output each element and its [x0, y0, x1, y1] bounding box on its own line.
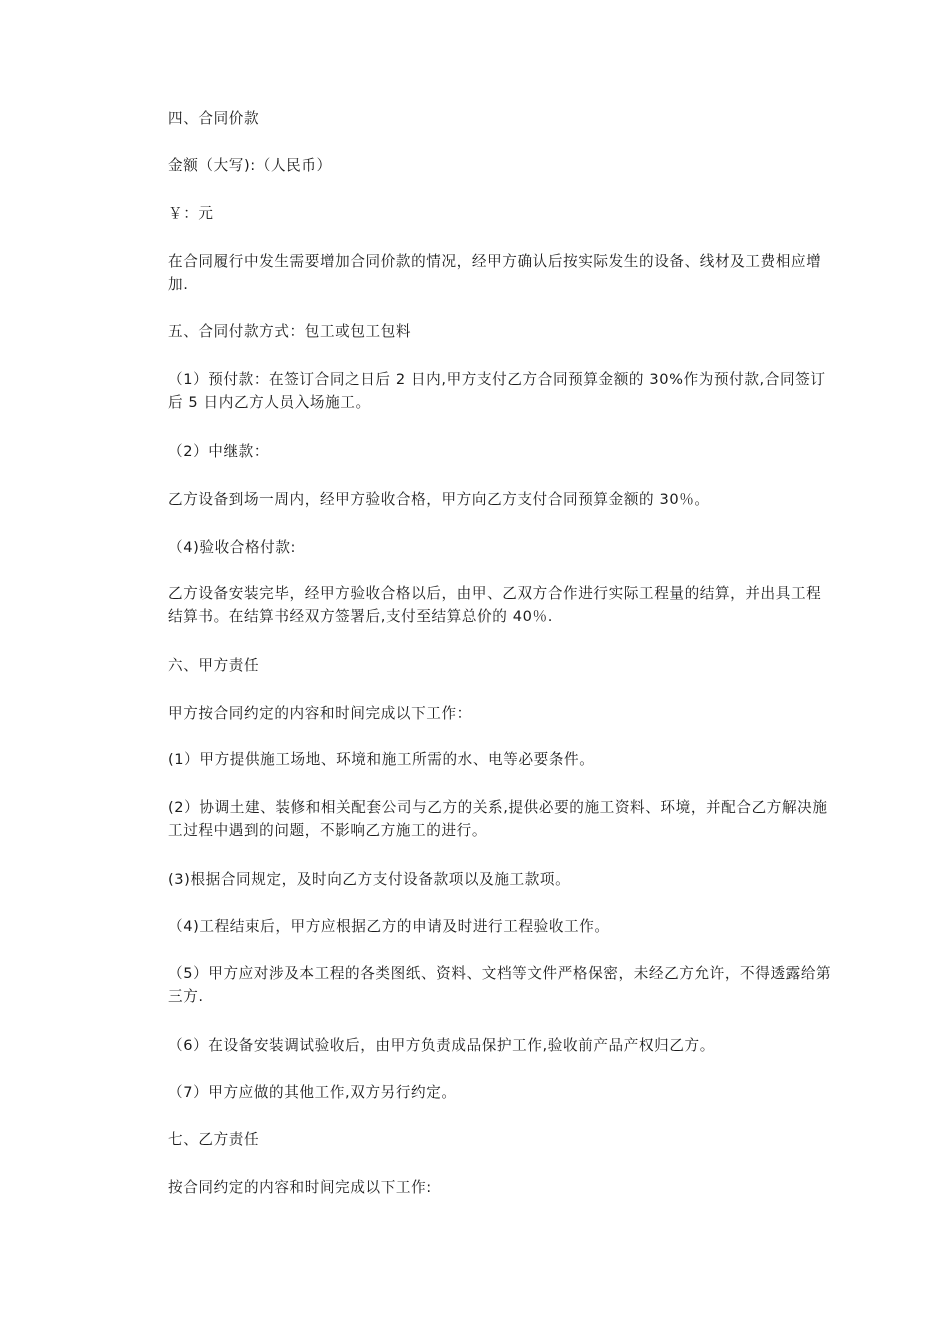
price-adjustment-paragraph: 在合同履行中发生需要增加合同价款的情况，经甲方确认后按实际发生的设备、线材及工费相应增加. [168, 253, 822, 293]
interim-payment-paragraph: 乙方设备到场一周内，经甲方验收合格，甲方向乙方支付合同预算金额的 30％。 [168, 491, 710, 508]
party-a-item-6: （6）在设备安装调试验收后，由甲方负责成品保护工作,验收前产品产权归乙方。 [168, 1037, 715, 1054]
party-a-item-3: (3)根据合同规定，及时向乙方支付设备款项以及施工款项。 [168, 871, 571, 888]
advance-payment-paragraph: （1）预付款：在签订合同之日后 2 日内,甲方支付乙方合同预算金额的 30%作为预付款,合同签订后 5 日内乙方人员入场施工。 [168, 371, 826, 411]
party-a-item-5: （5）甲方应对涉及本工程的各类图纸、资料、文档等文件严格保密，未经乙方允许，不得透露给第三方. [168, 965, 832, 1005]
amount-yuan-line: ￥：元 [168, 205, 214, 222]
section-heading-party-a: 六、甲方责任 [168, 657, 260, 674]
amount-in-words-line: 金额（大写):（人民币） [168, 157, 332, 174]
party-a-item-4: （4)工程结束后，甲方应根据乙方的申请及时进行工程验收工作。 [168, 918, 610, 935]
party-a-intro: 甲方按合同约定的内容和时间完成以下工作： [168, 705, 472, 722]
section-heading-contract-price: 四、合同价款 [168, 110, 260, 127]
acceptance-payment-heading: （4)验收合格付款: [168, 539, 297, 556]
interim-payment-heading: （2）中继款： [168, 443, 270, 460]
party-a-item-7: （7）甲方应做的其他工作,双方另行约定。 [168, 1084, 457, 1101]
party-b-intro: 按合同约定的内容和时间完成以下工作: [168, 1179, 432, 1196]
party-a-item-2: (2）协调土建、装修和相关配套公司与乙方的关系,提供必要的施工资料、环境，并配合乙方解决施工过程中遇到的问题，不影响乙方施工的进行。 [168, 799, 828, 839]
section-heading-party-b: 七、乙方责任 [168, 1131, 260, 1148]
acceptance-payment-paragraph: 乙方设备安装完毕，经甲方验收合格以后，由甲、乙双方合作进行实际工程量的结算，并出具工程结算书。在结算书经双方签署后,支付至结算总价的 40％. [168, 585, 822, 625]
party-a-item-1: (1）甲方提供施工场地、环境和施工所需的水、电等必要条件。 [168, 751, 595, 768]
section-heading-payment-method: 五、合同付款方式：包工或包工包料 [168, 323, 412, 340]
